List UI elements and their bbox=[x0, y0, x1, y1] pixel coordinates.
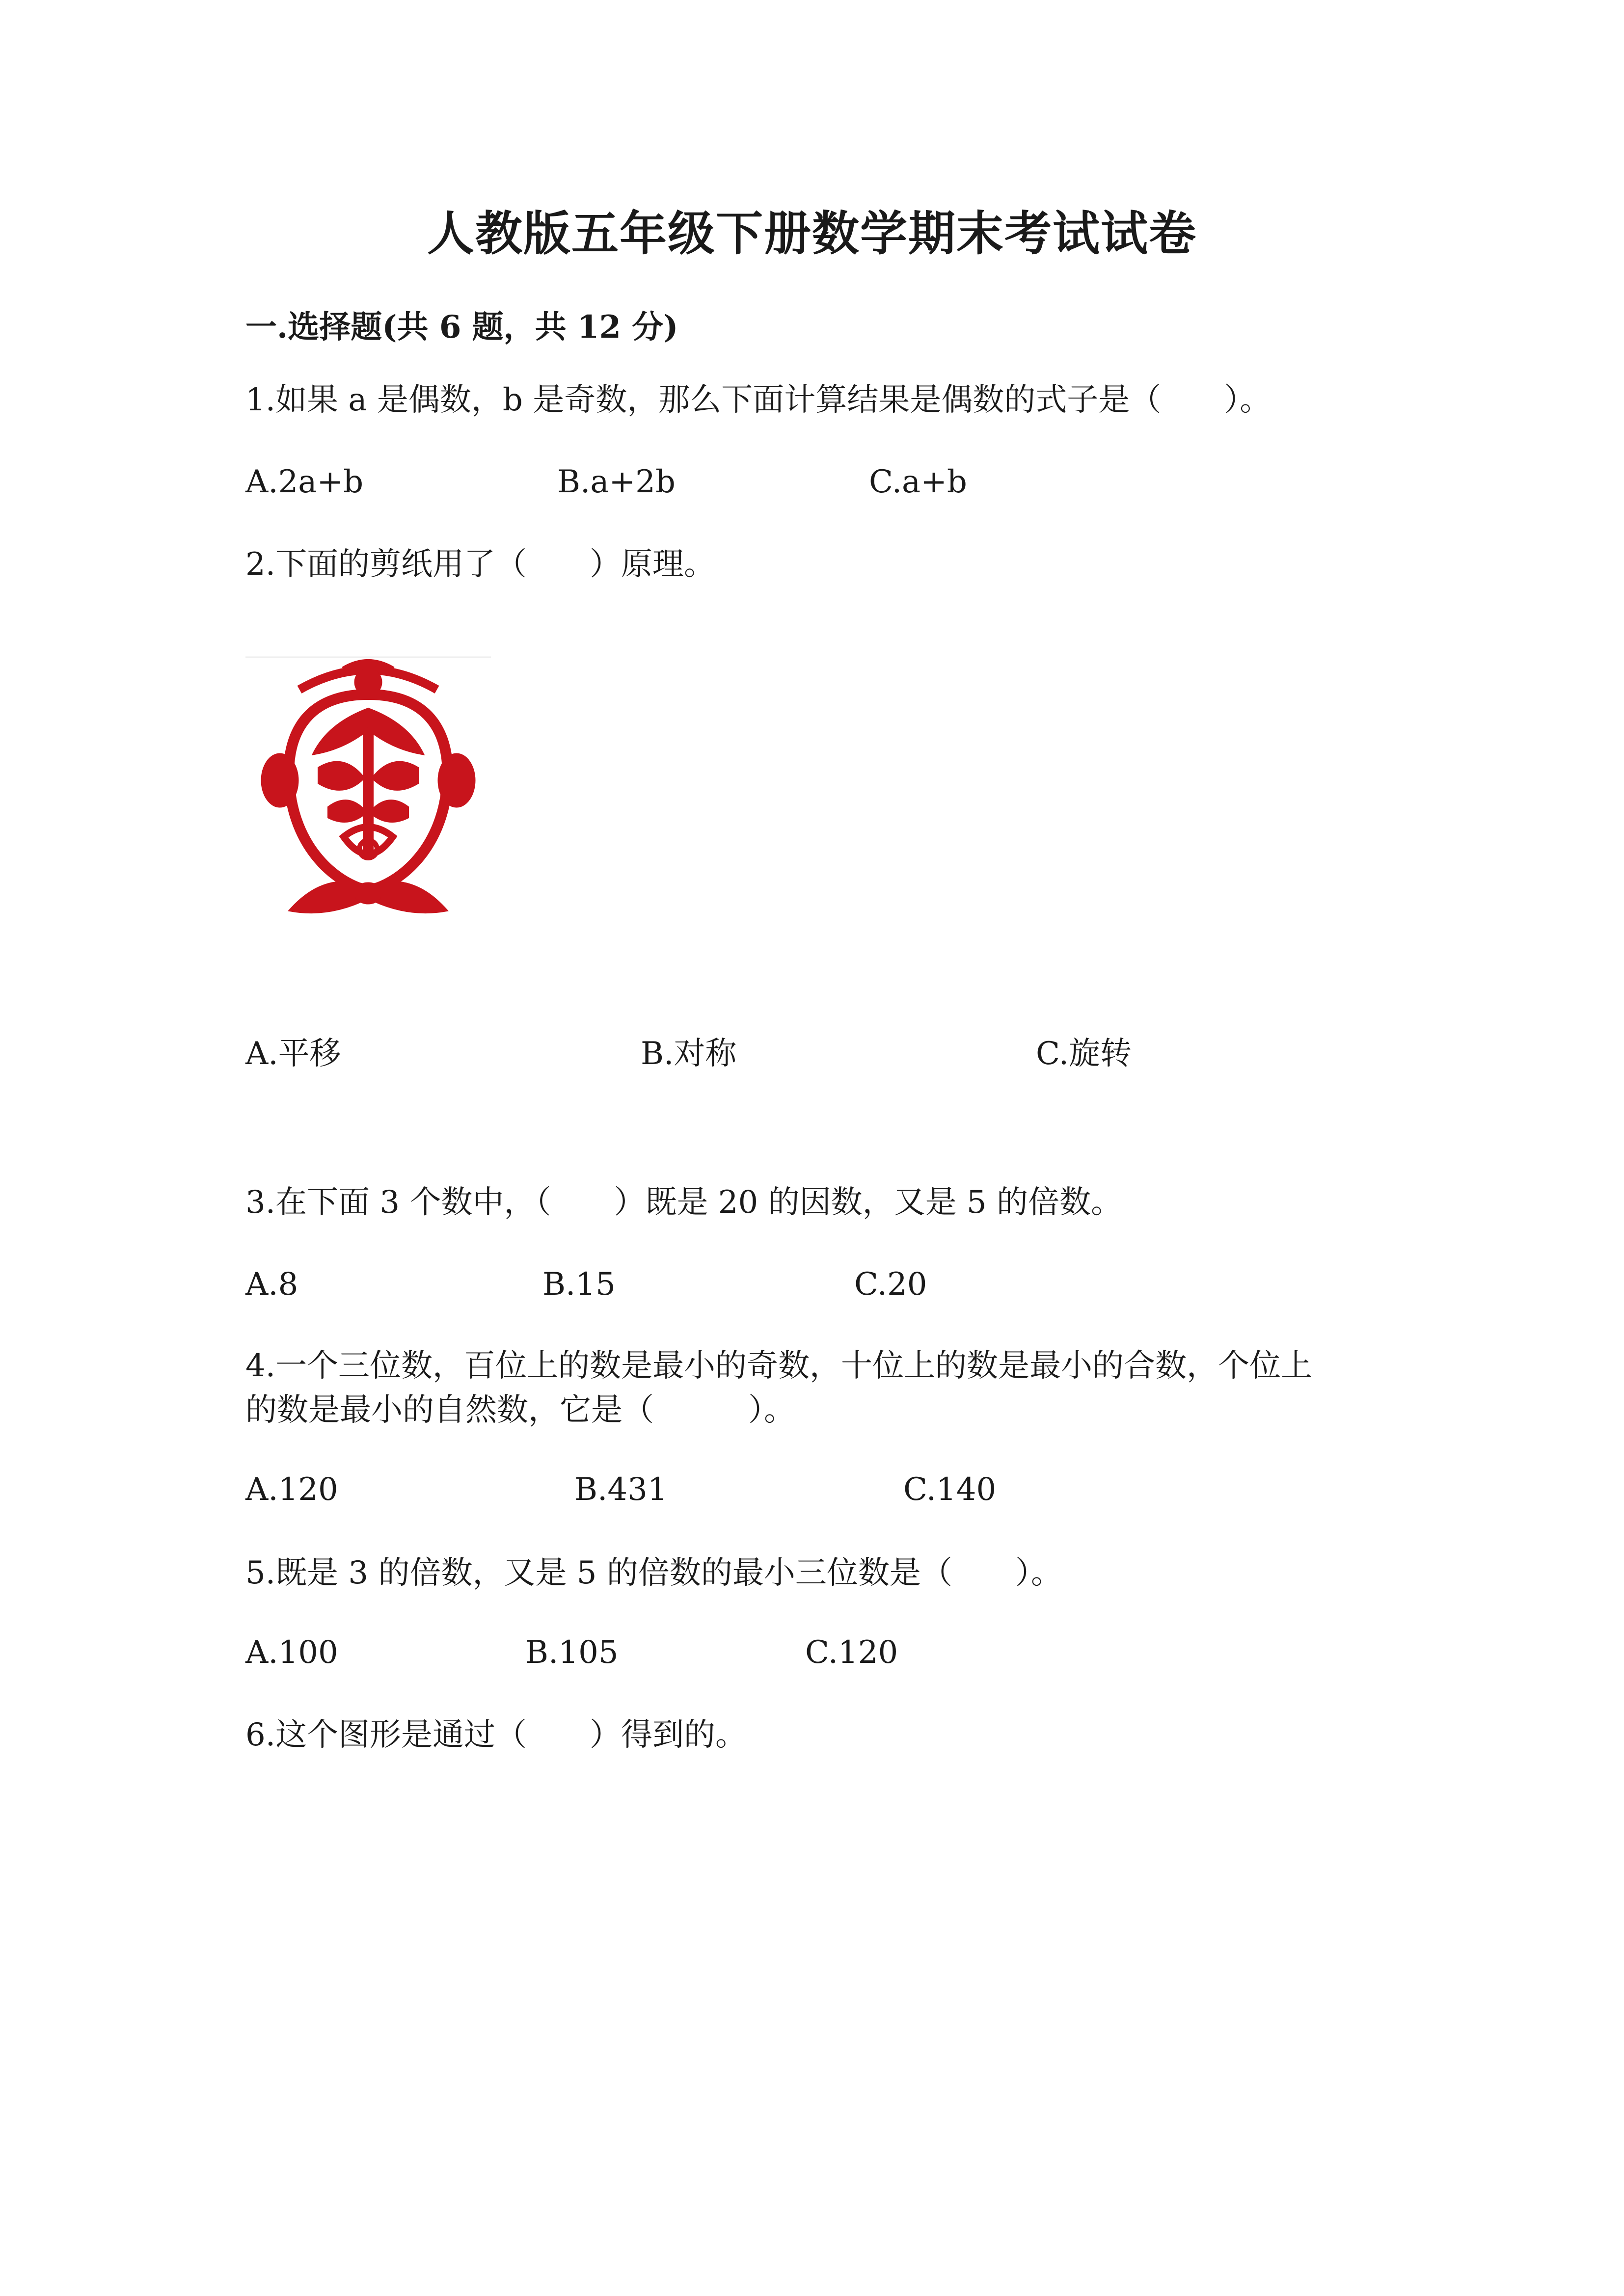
q3-option-c: C.20 bbox=[854, 1266, 927, 1303]
q4-option-b: B.431 bbox=[574, 1471, 668, 1508]
q5-option-b: B.105 bbox=[525, 1634, 619, 1671]
q4-option-c: C.140 bbox=[903, 1471, 997, 1508]
question-3: 3.在下面 3 个数中，（ ）既是 20 的因数，又是 5 的倍数。 bbox=[245, 1184, 1122, 1221]
page-title: 人教版五年级下册数学期末考试试卷 bbox=[427, 206, 1197, 261]
question-1: 1.如果 a 是偶数，b 是奇数，那么下面计算结果是偶数的式子是（ ）。 bbox=[245, 382, 1272, 418]
q1-option-c: C.a+b bbox=[869, 464, 967, 500]
question-4-line-1: 4.一个三位数，百位上的数是最小的奇数，十位上的数是最小的合数，个位上 bbox=[245, 1348, 1313, 1384]
q1-option-a: A.2a+b bbox=[245, 464, 364, 500]
question-4-line-2: 的数是最小的自然数，它是（ ）。 bbox=[245, 1392, 795, 1428]
question-5: 5.既是 3 的倍数，又是 5 的倍数的最小三位数是（ ）。 bbox=[245, 1555, 1062, 1591]
q2-option-a: A.平移 bbox=[245, 1036, 341, 1072]
q5-option-a: A.100 bbox=[245, 1634, 338, 1671]
q4-option-a: A.120 bbox=[245, 1471, 338, 1508]
q2-option-c: C.旋转 bbox=[1036, 1036, 1132, 1072]
q3-option-b: B.15 bbox=[542, 1266, 616, 1303]
question-6: 6.这个图形是通过（ ）得到的。 bbox=[245, 1717, 747, 1753]
q3-option-a: A.8 bbox=[245, 1266, 298, 1303]
q2-option-b: B.对称 bbox=[641, 1036, 737, 1072]
question-2: 2.下面的剪纸用了（ ）原理。 bbox=[245, 546, 716, 583]
q1-option-b: B.a+2b bbox=[557, 464, 676, 500]
paper-cut-image bbox=[245, 655, 491, 940]
q5-option-c: C.120 bbox=[805, 1634, 898, 1671]
section-heading: 一.选择题(共 6 题，共 12 分) bbox=[245, 309, 678, 346]
